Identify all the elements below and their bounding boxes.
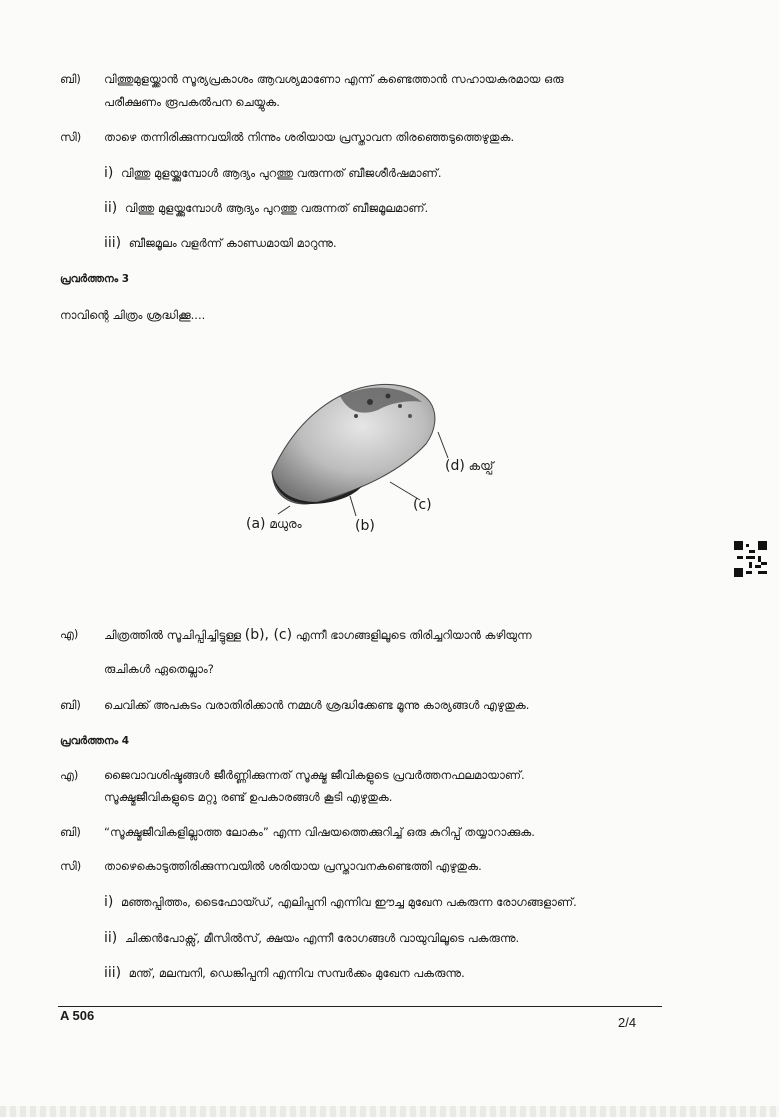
question-text: താഴെകൊടുത്തിരിക്കുന്നവയിൽ ശരിയായ പ്രസ്താവനകണ്ടെത്തി എഴുതുക. xyxy=(104,859,482,873)
option-number: i) xyxy=(104,894,114,910)
option-item xyxy=(104,165,442,181)
option-text: വിത്തു മുളയ്ക്കുമ്പോൾ ആദ്യം പുറത്തു വരുന്നത് ബീജശീർഷമാണ്. xyxy=(121,166,442,180)
paper-code: A 506 xyxy=(60,1008,95,1023)
question-text: താഴെ തന്നിരിക്കുന്നവയിൽ നിന്നും ശരിയായ പ്രസ്താവന തിരഞ്ഞെടുത്തെഴുതുക. xyxy=(104,130,515,144)
question-text: വിത്തുമുളയ്ക്കാൻ സൂര്യപ്രകാശം ആവശ്യമാണോ എന്ന് കണ്ടെത്താൻ സഹായകരമായ ഒരു xyxy=(104,72,564,86)
question-label: ബി) xyxy=(60,825,81,839)
option-number: ii) xyxy=(104,930,118,946)
option-number: iii) xyxy=(104,235,122,251)
activity-heading: പ്രവർത്തനം 4 xyxy=(60,735,130,747)
option-item xyxy=(104,894,577,910)
question-label: എ) xyxy=(60,627,79,641)
question-text: ജൈവാവശിഷ്ടങ്ങൾ ജീർണ്ണിക്കുന്നത് സൂക്ഷ്മ ജീവികളുടെ പ്രവർത്തനഫലമായാണ്. xyxy=(104,768,525,782)
question-text xyxy=(104,627,532,643)
question-text-part: ചിത്രത്തിൽ സൂചിപ്പിച്ചിട്ടുള്ള xyxy=(104,628,242,642)
option-item xyxy=(104,200,428,216)
question-label: എ) xyxy=(60,768,79,782)
question-label: ബി) xyxy=(60,698,81,712)
question-text-continued: പരീക്ഷണം രൂപകൽപന ചെയ്യുക. xyxy=(104,95,280,109)
footer-rule xyxy=(58,1006,662,1007)
figure-label-d-letter: (d) xyxy=(445,458,465,474)
question-label: സി) xyxy=(60,859,82,873)
question-text-part: എന്നീ ഭാഗങ്ങളിലൂടെ തിരിച്ചറിയാൻ കഴിയുന്ന xyxy=(295,628,532,642)
scan-edge xyxy=(0,1106,779,1117)
activity-intro: നാവിന്റെ ചിത്രം ശ്രദ്ധിക്കൂ.... xyxy=(60,308,206,322)
page-number: 2/4 xyxy=(618,1015,637,1030)
option-text: മന്ത്, മലമ്പനി, ഡെങ്കിപ്പനി എന്നിവ സമ്പർക്കം മുഖേന പകരുന്നു. xyxy=(128,966,465,980)
option-text: മഞ്ഞപ്പിത്തം, ടൈഫോയ്ഡ്, എലിപ്പനി എന്നിവ ഈച്ച മുഖേന പകരുന്ന രോഗങ്ങളാണ്. xyxy=(121,895,577,909)
question-label: സി) xyxy=(60,130,82,144)
question-text-continued: സൂക്ഷ്മജീവികളുടെ മറ്റു രണ്ട് ഉപകാരങ്ങൾ കൂടി എഴുതുക. xyxy=(104,790,393,804)
figure-label-b-letter: (b) xyxy=(355,518,375,534)
figure-label-c-letter: (c) xyxy=(413,497,432,513)
option-number: ii) xyxy=(104,200,118,216)
question-text-continued: രുചികൾ ഏതെല്ലാം? xyxy=(104,662,214,676)
qr-code xyxy=(734,541,767,577)
question-label: ബി) xyxy=(60,72,81,86)
option-number: i) xyxy=(104,165,114,181)
figure-label-c xyxy=(413,497,432,513)
question-text: ചെവിക്ക് അപകടം വരാതിരിക്കാൻ നമ്മൾ ശ്രദ്ധിക്കേണ്ട മൂന്നു കാര്യങ്ങൾ എഴുതുക. xyxy=(104,698,530,712)
figure-label-a xyxy=(246,516,302,532)
option-item xyxy=(104,965,465,981)
activity-heading: പ്രവർത്തനം 3 xyxy=(60,273,130,285)
figure-label-b xyxy=(355,518,375,534)
question-text: “സൂക്ഷ്മജീവികളില്ലാത്ത ലോകം” എന്ന വിഷയത്തെക്കുറിച്ച് ഒരു കുറിപ്പ് തയ്യാറാക്കുക. xyxy=(104,825,535,839)
figure-label-d-word: കയ്പ് xyxy=(468,459,494,473)
option-text: ബീജമൂലം വളർന്ന് കാണ്ഡമായി മാറുന്നു. xyxy=(128,236,337,250)
option-item xyxy=(104,930,519,946)
option-text: വിത്തു മുളയ്ക്കുമ്പോൾ ആദ്യം പുറത്തു വരുന്നത് ബീജമൂലമാണ്. xyxy=(124,201,429,215)
option-text: ചിക്കൻപോക്സ്, മീസിൽസ്, ക്ഷയം എന്നീ രോഗങ്ങൾ വായുവിലൂടെ പകരുന്നു. xyxy=(124,931,520,945)
question-text-letters: (b), (c) xyxy=(244,627,293,643)
option-number: iii) xyxy=(104,965,122,981)
figure-label-a-word: മധുരം xyxy=(269,517,302,531)
option-item xyxy=(104,235,337,251)
figure-label-d xyxy=(445,458,493,474)
figure-label-a-letter: (a) xyxy=(246,516,266,532)
